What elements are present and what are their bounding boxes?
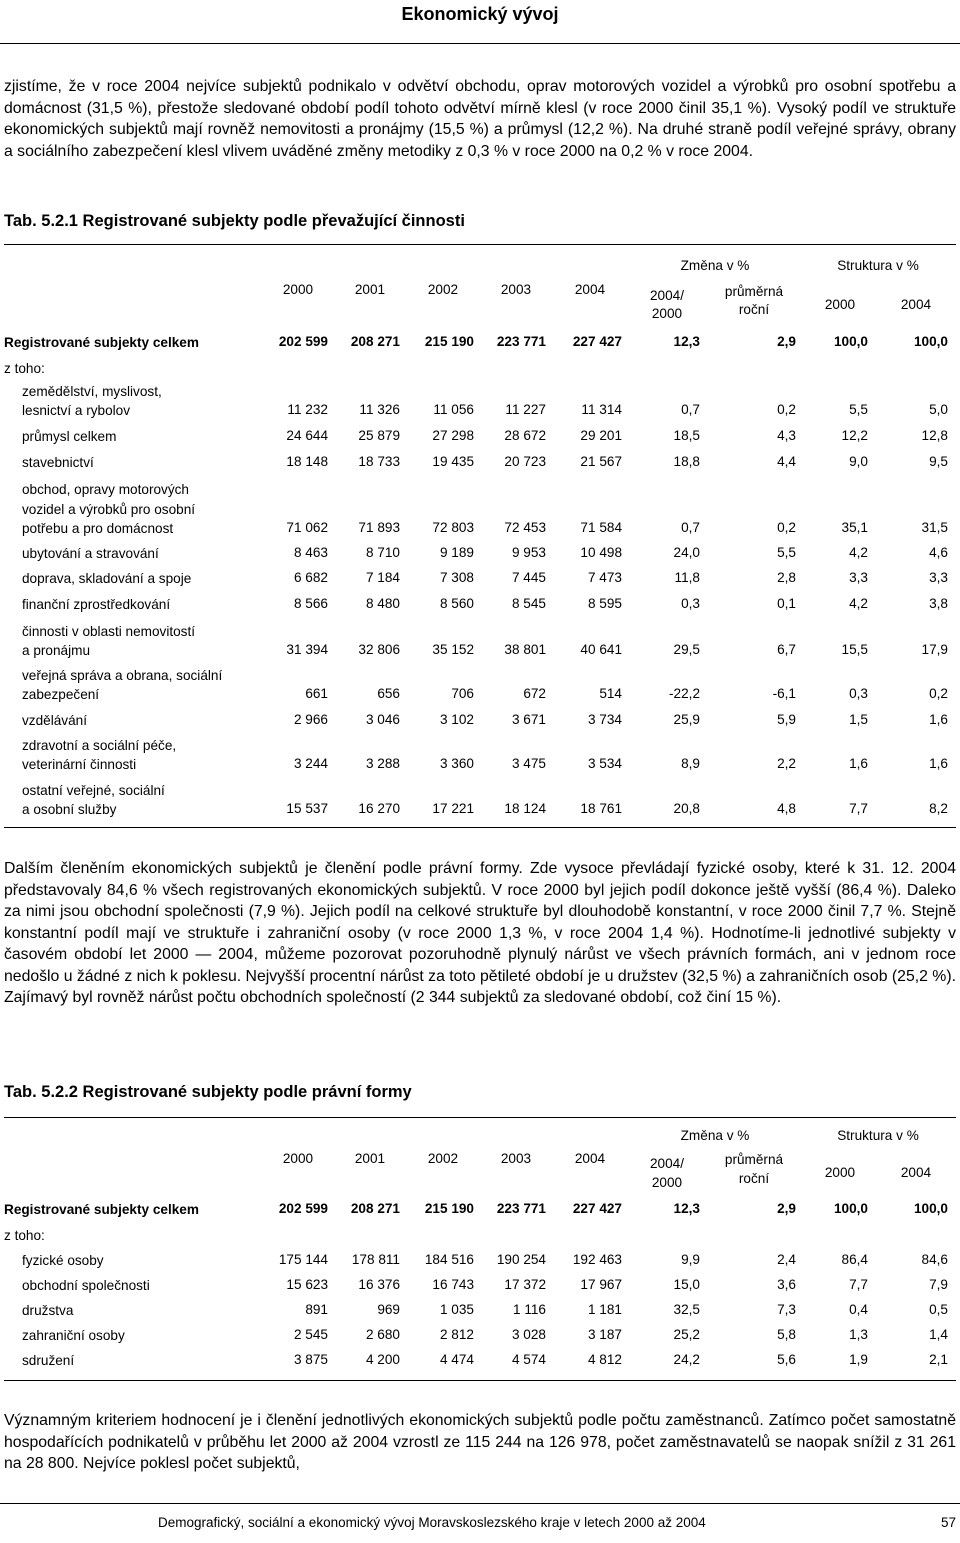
- table-cell: 7 473: [587, 570, 622, 585]
- table-cell: 1,6: [849, 756, 868, 771]
- table-cell: 5,5: [849, 402, 868, 417]
- table-cell: 4 812: [587, 1352, 622, 1367]
- table-top-rule: [4, 1117, 956, 1118]
- table-cell: 2,2: [777, 756, 796, 771]
- table-cell: 31,5: [921, 520, 948, 535]
- row-label: a osobní služby: [22, 802, 117, 817]
- table-cell: 8 595: [587, 596, 622, 611]
- table-cell: 891: [305, 1302, 328, 1317]
- table-cell: 1,4: [929, 1327, 948, 1342]
- legal-form-paragraph: Dalším členěním ekonomických subjektů je členění podle právní formy. Zde vysoce převládají fyzické osoby, které k 31. 12. 2004 představovaly 84,6 % všech registrovaných ekonomických subjektů. V roce 2000 byl jejich podíl dokonce ještě vyšší (86,4 %). Daleko za nimi jsou obchodní společnosti (7,9 %). Jejich podíl na celkové struktuře byl dlouhodobě konstantní, v roce 2000 činil 7,7 %. Stejně konstantní podíl mají ve struktuře i zahraniční osoby (v roce 2000 1,3 %, v roce 2004 1,4 %). Hodnotíme-li jednotlivé subjekty v časovém období let 2000 — 2004, můžeme pozorovat pozoruhodně plynulý nárůst ve všech právních formách, ani v jednom roce nedošlo u žádné z nich k poklesu. Nejvyšší procentní nárůst za toto pětileté období je u družstev (32,5 %) a zahraničních osob (25,2 %). Zajímavý byl rovněž nárůst počtu obchodních společností (2 344 subjektů za sledované období, což činí 15 %).: [4, 860, 956, 1006]
- row-label: fyzické osoby: [22, 1253, 104, 1268]
- table-cell: 2,8: [777, 570, 796, 585]
- row-label: z toho:: [4, 361, 45, 376]
- table-cell: 184 516: [424, 1252, 474, 1267]
- table-cell: 190 254: [496, 1252, 546, 1267]
- table-cell: 11 056: [433, 402, 474, 417]
- table-cell: 21 567: [580, 454, 622, 469]
- table-cell: 0,2: [777, 520, 796, 535]
- table-cell: 32,5: [673, 1302, 700, 1317]
- header-year: 2004: [574, 1151, 606, 1166]
- table-cell: 8,2: [929, 801, 948, 816]
- table-cell: 9,0: [849, 454, 868, 469]
- table-cell: 1 035: [439, 1302, 474, 1317]
- table-cell: 223 771: [496, 1201, 546, 1216]
- header-structure-year: 2004: [900, 297, 932, 312]
- table-cell: 3 360: [439, 756, 474, 771]
- header-structure-group: Struktura v %: [837, 258, 919, 273]
- table-cell: 72 453: [504, 520, 546, 535]
- table-cell: 7,9: [929, 1277, 948, 1292]
- table-cell: 3,8: [929, 596, 948, 611]
- row-label: potřebu a pro domácnost: [22, 521, 174, 536]
- row-label: vozidel a výrobků pro osobní: [22, 501, 196, 517]
- table-cell: 3,3: [929, 570, 948, 585]
- table-cell: 15 537: [286, 801, 328, 816]
- table-cell: 12,8: [921, 428, 948, 443]
- table-cell: 7,3: [777, 1302, 796, 1317]
- header-year: 2000: [282, 282, 314, 297]
- table-cell: 4 474: [439, 1352, 474, 1367]
- table-cell: 8 560: [439, 596, 474, 611]
- header-year: 2003: [500, 282, 532, 297]
- row-label: zemědělství, myslivost,: [22, 383, 162, 399]
- table-cell: 16 743: [432, 1277, 474, 1292]
- table-cell: 12,3: [673, 334, 700, 349]
- table-cell: 2,1: [929, 1352, 948, 1367]
- table-cell: 661: [305, 686, 328, 701]
- row-label: obchodní společnosti: [22, 1278, 150, 1293]
- header-year: 2001: [354, 1151, 386, 1166]
- table-cell: 5,0: [929, 402, 948, 417]
- table-cell: 100,0: [913, 334, 948, 349]
- table-cell: 1,3: [849, 1327, 868, 1342]
- table-cell: 215 190: [424, 334, 474, 349]
- row-label: z toho:: [4, 1228, 45, 1243]
- table2-title: Tab. 5.2.2 Registrované subjekty podle právní formy: [4, 1083, 412, 1101]
- row-label: průmysl celkem: [22, 429, 117, 444]
- table-cell: 656: [377, 686, 400, 701]
- table-cell: 0,3: [849, 686, 868, 701]
- table-cell: 86,4: [841, 1252, 868, 1267]
- table-cell: 1 116: [512, 1302, 546, 1317]
- row-label: lesnictví a rybolov: [22, 403, 131, 418]
- header-change-index: 2004/: [649, 288, 685, 303]
- table-cell: 215 190: [424, 1201, 474, 1216]
- table-cell: 5,5: [777, 545, 796, 560]
- page-header-title: Ekonomický vývoj: [401, 4, 559, 24]
- table-cell: 672: [523, 686, 546, 701]
- table-cell: 2 680: [365, 1327, 400, 1342]
- table-cell: 24,0: [673, 545, 700, 560]
- table-cell: 18 124: [504, 801, 546, 816]
- row-label: vzdělávání: [22, 713, 87, 728]
- header-structure-year: 2000: [824, 1165, 856, 1180]
- table-cell: 25,9: [673, 712, 700, 727]
- table-cell: 71 893: [358, 520, 400, 535]
- table-cell: 175 144: [278, 1252, 328, 1267]
- header-year: 2004: [574, 282, 606, 297]
- row-label: obchod, opravy motorových: [22, 482, 189, 497]
- header-change-average: průměrná: [724, 1152, 784, 1167]
- table-cell: 8 463: [293, 545, 328, 560]
- employees-paragraph: Významným kriteriem hodnocení je i členění jednotlivých ekonomických subjektů podle počtu zaměstnanců. Zatímco počet samostatně hospodařících podnikatelů v průběhu let 2000 až 2004 vzrostl ze 115 244 na 126 978, počet zaměstnavatelů se naopak snížil z 31 261 na 28 800. Nejvíce poklesl počet subjektů,: [4, 1412, 956, 1472]
- table-cell: 16 270: [358, 801, 400, 816]
- table-cell: 3 534: [587, 756, 622, 771]
- row-label: veřejná správa a obrana, sociální: [22, 667, 223, 683]
- table-cell: 178 811: [351, 1252, 400, 1267]
- table-cell: 2 966: [293, 712, 328, 727]
- table-cell: 3 187: [587, 1327, 622, 1342]
- table-cell: 25 879: [358, 428, 400, 443]
- table-cell: 38 801: [504, 642, 546, 657]
- table-cell: 17 372: [504, 1277, 546, 1292]
- table-cell: 31 394: [286, 642, 328, 657]
- table-cell: 1,5: [849, 712, 868, 727]
- table-cell: 84,6: [921, 1252, 948, 1267]
- table-cell: 12,2: [841, 428, 868, 443]
- table-cell: 100,0: [913, 1201, 948, 1216]
- table-cell: 71 062: [286, 520, 328, 535]
- table-cell: 3,3: [849, 570, 868, 585]
- table-cell: 29,5: [673, 642, 700, 657]
- table-cell: 40 641: [580, 642, 622, 657]
- table-cell: 17 967: [580, 1277, 622, 1292]
- table-cell: 100,0: [833, 1201, 868, 1216]
- header-year: 2001: [354, 282, 386, 297]
- table-cell: 5,8: [777, 1327, 796, 1342]
- table-cell: 19 435: [432, 454, 474, 469]
- table-cell: 0,7: [681, 402, 700, 417]
- table-cell: 9 953: [511, 545, 546, 560]
- table-cell: 208 271: [350, 334, 400, 349]
- table-cell: 32 806: [358, 642, 400, 657]
- table-cell: 3 671: [511, 712, 546, 727]
- table-cell: 4,8: [777, 801, 796, 816]
- table-cell: 18,8: [673, 454, 700, 469]
- table-top-rule: [4, 244, 956, 245]
- table-cell: 969: [377, 1302, 400, 1317]
- table-cell: 2 545: [293, 1327, 328, 1342]
- table-cell: 15,5: [841, 642, 868, 657]
- row-label: ostatní veřejné, sociální: [22, 782, 165, 798]
- table-cell: 0,4: [849, 1302, 868, 1317]
- table-cell: 202 599: [278, 1201, 328, 1216]
- table-cell: 1 181: [587, 1302, 622, 1317]
- table-cell: 9 189: [439, 545, 474, 560]
- table-cell: 0,5: [929, 1302, 948, 1317]
- table-cell: 3,6: [777, 1277, 796, 1292]
- table-cell: 71 584: [580, 520, 622, 535]
- table-cell: 11 326: [359, 402, 400, 417]
- table-cell: 9,5: [929, 454, 948, 469]
- table-cell: 35,1: [841, 520, 868, 535]
- table-cell: 27 298: [432, 428, 474, 443]
- table-cell: 16 376: [358, 1277, 400, 1292]
- table-cell: 3 102: [439, 712, 474, 727]
- table-cell: 227 427: [572, 334, 622, 349]
- table-cell: 0,7: [681, 520, 700, 535]
- table-cell: 223 771: [496, 334, 546, 349]
- table-cell: 706: [451, 686, 474, 701]
- table-cell: 7 445: [511, 570, 546, 585]
- table-cell: 6,7: [777, 642, 796, 657]
- table-cell: 12,3: [673, 1201, 700, 1216]
- table-cell: 18,5: [673, 428, 700, 443]
- table-cell: 208 271: [350, 1201, 400, 1216]
- table-cell: 4,4: [777, 454, 796, 469]
- table-cell: 28 672: [504, 428, 546, 443]
- table-cell: 9,9: [681, 1252, 700, 1267]
- header-change-index: 2004/: [649, 1156, 685, 1171]
- table-cell: 3 875: [293, 1352, 328, 1367]
- table-cell: 8 545: [511, 596, 546, 611]
- table-cell: 8,9: [681, 756, 700, 771]
- table-cell: 10 498: [580, 545, 622, 560]
- table-cell: 3 028: [511, 1327, 546, 1342]
- table-cell: 11 314: [581, 402, 622, 417]
- table-cell: 17 221: [432, 801, 474, 816]
- footer-text: Demografický, sociální a ekonomický vývoj Moravskoslezského kraje v letech 2000 až 2004: [158, 1515, 706, 1530]
- header-change-index: 2000: [651, 306, 683, 321]
- table-cell: 4,3: [777, 428, 796, 443]
- table-cell: 4,2: [849, 596, 868, 611]
- table-cell: 4 200: [365, 1352, 400, 1367]
- header-year: 2002: [427, 282, 459, 297]
- table-cell: 72 803: [432, 520, 474, 535]
- table-cell: 7 184: [365, 570, 400, 585]
- table-cell: 202 599: [278, 334, 328, 349]
- table-cell: 192 463: [572, 1252, 622, 1267]
- header-year: 2003: [500, 1151, 532, 1166]
- table-cell: 7,7: [849, 1277, 868, 1292]
- table-cell: 7,7: [849, 801, 868, 816]
- table-cell: 24 644: [286, 428, 328, 443]
- header-change-average: průměrná: [724, 284, 784, 299]
- table-cell: 8 480: [365, 596, 400, 611]
- row-label: Registrované subjekty celkem: [4, 335, 199, 350]
- row-label: a pronájmu: [22, 643, 91, 658]
- table-cell: 2,9: [777, 334, 796, 349]
- table-cell: 3 288: [365, 756, 400, 771]
- table-cell: 0,3: [681, 596, 700, 611]
- table-cell: 2,9: [777, 1201, 796, 1216]
- table-cell: 3 475: [511, 756, 546, 771]
- table-cell: 18 761: [580, 801, 622, 816]
- row-label: stavebnictví: [22, 455, 94, 470]
- table-cell: 3 046: [365, 712, 400, 727]
- row-label: sdružení: [22, 1353, 75, 1368]
- table-cell: 18 148: [286, 454, 328, 469]
- table-cell: 6 682: [293, 570, 328, 585]
- table-cell: -22,2: [669, 686, 700, 701]
- row-label: družstva: [22, 1303, 74, 1318]
- header-structure-year: 2000: [824, 297, 856, 312]
- table-cell: 4,6: [929, 545, 948, 560]
- table-cell: 11 227: [505, 402, 546, 417]
- header-year: 2000: [282, 1151, 314, 1166]
- header-change-average: roční: [738, 302, 770, 317]
- table-cell: 227 427: [572, 1201, 622, 1216]
- header-structure-group: Struktura v %: [837, 1128, 919, 1143]
- table-cell: 3 244: [293, 756, 328, 771]
- table-cell: 2 812: [439, 1327, 474, 1342]
- table-cell: 100,0: [833, 334, 868, 349]
- table-cell: 514: [599, 686, 622, 701]
- table-cell: 0,2: [929, 686, 948, 701]
- table-cell: 3 734: [587, 712, 622, 727]
- row-label: doprava, skladování a spoje: [22, 571, 192, 586]
- table-cell: -6,1: [772, 686, 796, 701]
- header-change-average: roční: [738, 1171, 770, 1186]
- row-label: zdravotní a sociální péče,: [22, 737, 177, 753]
- table-bottom-rule: [4, 1380, 956, 1381]
- page-number: 57: [940, 1515, 956, 1530]
- table-cell: 2,4: [777, 1252, 796, 1267]
- table-cell: 0,2: [777, 402, 796, 417]
- row-label: zahraniční osoby: [22, 1328, 125, 1343]
- table-cell: 5,6: [777, 1352, 796, 1367]
- row-label: Registrované subjekty celkem: [4, 1202, 199, 1217]
- table-cell: 35 152: [432, 642, 474, 657]
- table-bottom-rule: [4, 827, 956, 828]
- table-cell: 18 733: [358, 454, 400, 469]
- row-label: zabezpečení: [22, 687, 100, 702]
- header-change-group: Změna v %: [680, 1128, 750, 1143]
- row-label: činnosti v oblasti nemovitostí: [22, 623, 196, 639]
- table-cell: 11 232: [287, 402, 328, 417]
- table-cell: 17,9: [921, 642, 948, 657]
- footer-rule: [0, 1503, 960, 1504]
- header-change-group: Změna v %: [680, 258, 750, 273]
- table-cell: 11,8: [674, 570, 700, 585]
- table-cell: 5,9: [777, 712, 796, 727]
- table-cell: 8 566: [293, 596, 328, 611]
- row-label: veterinární činnosti: [22, 757, 137, 772]
- row-label: ubytování a stravování: [22, 546, 159, 561]
- table-cell: 29 201: [580, 428, 622, 443]
- row-label: finanční zprostředkování: [22, 597, 171, 612]
- table-cell: 8 710: [365, 545, 400, 560]
- header-rule: [0, 43, 960, 44]
- table1-title: Tab. 5.2.1 Registrované subjekty podle převažující činnosti: [4, 212, 465, 230]
- table-cell: 4 574: [511, 1352, 546, 1367]
- table-cell: 0,1: [777, 596, 796, 611]
- table-cell: 1,6: [929, 712, 948, 727]
- table-cell: 15 623: [286, 1277, 328, 1292]
- table-cell: 1,9: [849, 1352, 868, 1367]
- table-cell: 15,0: [673, 1277, 700, 1292]
- table-cell: 20 723: [504, 454, 546, 469]
- table-cell: 24,2: [673, 1352, 700, 1367]
- table-cell: 1,6: [929, 756, 948, 771]
- table-cell: 4,2: [849, 545, 868, 560]
- header-year: 2002: [427, 1151, 459, 1166]
- header-change-index: 2000: [651, 1175, 683, 1190]
- header-structure-year: 2004: [900, 1165, 932, 1180]
- table-cell: 25,2: [673, 1327, 700, 1342]
- table-cell: 7 308: [439, 570, 474, 585]
- table-cell: 20,8: [673, 801, 700, 816]
- intro-paragraph: zjistíme, že v roce 2004 nejvíce subjektů podnikalo v odvětví obchodu, oprav motorových vozidel a výrobků pro osobní spotřebu a domácnost (31,5 %), přestože sledované období podíl tohoto odvětví mírně klesl (v roce 2000 činil 35,1 %). Vysoký podíl ve struktuře ekonomických subjektů mají rovněž nemovitosti a pronájmy (15,5 %) a průmysl (12,2 %). Na druhé straně podíl veřejné správy, obrany a sociálního zabezpečení klesl vlivem uváděné změny metodiky z 0,3 % v roce 2000 na 0,2 % v roce 2004.: [4, 78, 956, 160]
